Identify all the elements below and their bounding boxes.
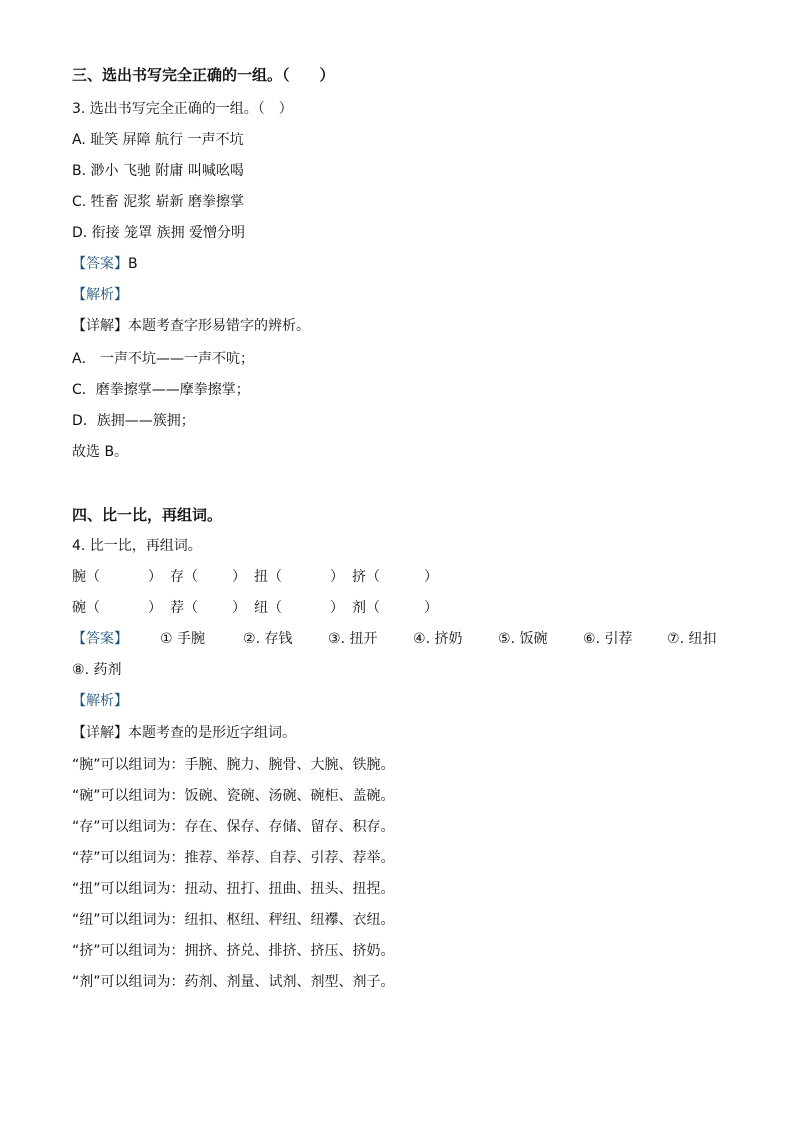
detail-tag: 【详解】 [72,725,128,741]
answer-value: B [128,256,138,272]
section-3-heading: 三、选出书写完全正确的一组。（ ） [72,66,335,84]
conclusion: 故选 B。 [72,444,129,460]
answer-item-3: ③. 扭开 [328,631,378,647]
answer-word: 纽扣 [688,631,717,647]
option-c: C. 牲畜 泥浆 崭新 磨拳擦掌 [72,194,245,210]
word-list-line: “扭”可以组词为：扭动、扭打、扭曲、扭头、扭捏。 [72,881,395,897]
correction-d: D．族拥——簇拥； [72,413,195,429]
answer-word: 手腕 [177,631,206,647]
blank-close: ） [148,600,162,616]
answer-word: 饭碗 [519,631,548,647]
detail-tag: 【详解】 [72,318,128,334]
correction-c: C．磨拳擦掌——摩拳擦掌； [72,382,250,398]
blank-open: 纽（ [254,600,282,616]
answer-item-7: ⑦. 纽扣 [667,631,717,647]
answer-num: ② [243,631,256,647]
blank-close: ） [424,569,438,585]
blank-close: ） [232,600,246,616]
answer-item-4: ④. 挤奶 [413,631,463,647]
answer-word: 挤奶 [434,631,463,647]
question-4: 4. 比一比，再组词。 [72,538,202,554]
answer-num: ① [160,631,173,647]
detail-text: 本题考查字形易错字的辨析。 [128,318,310,334]
blank-open: 存（ [170,569,198,585]
answer-item-8: ⑧. 药剂 [72,662,122,678]
blank-open: 扭（ [254,569,282,585]
blank-open: 碗（ [72,600,100,616]
option-d: D. 衔接 笼罩 族拥 爱憎分明 [72,225,246,241]
answer-item-2: ②. 存钱 [243,631,293,647]
detail-line-3 [72,317,310,335]
blank-open: 荐（ [170,600,198,616]
blank-close: ） [330,569,344,585]
answer-tag: 【答案】 [72,256,128,272]
blank-close: ） [330,600,344,616]
word-list-line: “挤”可以组词为：拥挤、挤兑、排挤、挤压、挤奶。 [72,943,395,959]
section-4-heading: 四、比一比，再组词。 [72,506,223,524]
answer-num: ④ [413,631,426,647]
detail-text: 本题考查的是形近字组词。 [128,725,296,741]
answer-num: ⑥ [583,631,596,647]
option-a: A. 耻笑 屏障 航行 一声不坑 [72,132,244,148]
question-3: 3. 选出书写完全正确的一组。（ ） [72,101,293,117]
detail-line-4 [72,724,296,742]
correction-a: A． 一声不坑——一声不吭； [72,351,255,367]
answer-line-3 [72,255,138,273]
blank-close: ） [424,600,438,616]
answer-tag: 【答案】 [72,631,128,647]
answer-item-6: ⑥. 引荐 [583,631,633,647]
blank-close: ） [232,569,246,585]
answer-word: 引荐 [604,631,633,647]
answer-num: ⑦ [667,631,680,647]
word-list-line: “碗”可以组词为：饭碗、瓷碗、汤碗、碗柜、盖碗。 [72,788,395,804]
answer-item-1 [160,630,205,648]
word-list-line: “存”可以组词为：存在、保存、存储、留存、积存。 [72,819,395,835]
blank-close: ） [148,569,162,585]
word-list-line: “腕”可以组词为：手腕、腕力、腕骨、大腕、铁腕。 [72,757,395,773]
answer-num: ③ [328,631,341,647]
analysis-tag: 【解析】 [72,287,128,303]
answer-word: 药剂 [93,662,122,678]
option-b: B. 渺小 飞驰 附庸 叫喊吆喝 [72,163,244,179]
answer-num: ⑧ [72,662,85,678]
word-list-line: “荐”可以组词为：推荐、举荐、自荐、引荐、荐举。 [72,850,395,866]
word-list-line: “剂”可以组词为：药剂、剂量、试剂、剂型、剂子。 [72,974,395,990]
answer-word: 存钱 [264,631,293,647]
answer-word: 扭开 [349,631,378,647]
blank-open: 剂（ [352,600,380,616]
blank-open: 腕（ [72,569,100,585]
answer-item-5: ⑤. 饭碗 [498,631,548,647]
answer-num: ⑤ [498,631,511,647]
word-list-line: “纽”可以组词为：纽扣、枢纽、秤纽、纽襻、衣纽。 [72,912,395,928]
analysis-tag: 【解析】 [72,693,128,709]
blank-open: 挤（ [352,569,380,585]
